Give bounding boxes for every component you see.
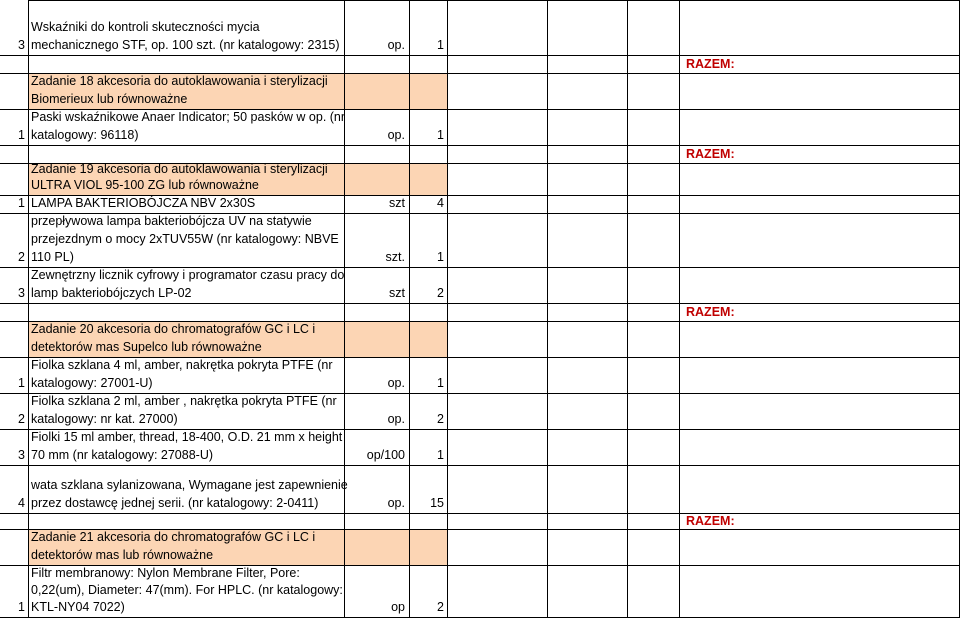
item-description: katalogowy: nr kat. 27000)	[31, 412, 178, 426]
item-quantity: 1	[437, 38, 444, 52]
item-quantity: 4	[437, 196, 444, 210]
item-quantity: 1	[437, 250, 444, 264]
item-quantity: 2	[437, 600, 444, 614]
table-row	[0, 358, 960, 394]
item-description: lamp bakteriobójczych LP-02	[31, 286, 192, 300]
task-title: detektorów mas lub równoważne	[31, 548, 214, 562]
item-unit: op.	[387, 496, 405, 510]
table-row	[0, 268, 960, 304]
item-quantity: 1	[437, 376, 444, 390]
table-row	[0, 0, 960, 56]
item-description: przez dostawcę jednej serii. (nr katalogowy: 2-0411)	[31, 496, 319, 510]
task-title: ULTRA VIOL 95-100 ZG lub równoważne	[31, 178, 259, 192]
item-number: 1	[18, 600, 25, 614]
razem-label: RAZEM:	[686, 305, 735, 319]
item-unit: szt.	[385, 250, 405, 264]
task-title: Biomerieux lub równoważne	[31, 92, 188, 106]
item-description: LAMPA BAKTERIOBÓJCZA NBV 2x30S	[31, 196, 256, 210]
task-title: Zadanie 19 akcesoria do autoklawowania i sterylizacji	[31, 162, 328, 176]
item-description: Wskaźniki do kontroli skuteczności mycia	[31, 20, 260, 34]
razem-label: RAZEM:	[686, 514, 735, 528]
item-description: Fiolka szklana 4 ml, amber, nakrętka pokryta PTFE (nr	[31, 358, 333, 372]
table-row	[0, 394, 960, 430]
item-unit: op/100	[366, 448, 405, 462]
razem-label: RAZEM:	[686, 57, 735, 71]
item-quantity: 1	[437, 448, 444, 462]
item-number: 3	[18, 38, 25, 52]
razem-label: RAZEM:	[686, 147, 735, 161]
table-row	[0, 430, 960, 466]
item-quantity: 1	[437, 128, 444, 142]
item-unit: op.	[387, 38, 405, 52]
item-description: przepływowa lampa bakteriobójcza UV na statywie	[31, 214, 312, 228]
item-description: Filtr membranowy: Nylon Membrane Filter, Pore:	[31, 566, 300, 580]
task-header-row	[0, 74, 960, 110]
item-description: 70 mm (nr katalogowy: 27088-U)	[31, 448, 214, 462]
item-unit: szt	[389, 286, 405, 300]
task-title: detektorów mas Supelco lub równoważne	[31, 340, 262, 354]
item-number: 1	[18, 196, 25, 210]
task-header-row	[0, 530, 960, 566]
item-unit: op	[391, 600, 405, 614]
item-description: katalogowy: 96118)	[31, 128, 139, 142]
task-title: Zadanie 20 akcesoria do chromatografów GC i LC i	[31, 322, 316, 336]
table-row	[0, 110, 960, 146]
item-description: Zewnętrzny licznik cyfrowy i programator czasu pracy do	[31, 268, 345, 282]
item-number: 1	[18, 128, 25, 142]
task-header-row	[0, 164, 960, 196]
table-row	[0, 566, 960, 618]
item-description: wata szklana sylanizowana, Wymagane jest zapewnienie	[31, 478, 348, 492]
item-description: 0,22(um), Diameter: 47(mm). For HPLC. (nr katalogowy:	[31, 583, 343, 597]
item-unit: szt	[389, 196, 405, 210]
task-header-row	[0, 322, 960, 358]
item-description: 110 PL)	[31, 250, 74, 264]
item-quantity: 15	[430, 496, 444, 510]
item-number: 4	[18, 496, 25, 510]
item-quantity: 2	[437, 412, 444, 426]
item-description: Fiolka szklana 2 ml, amber , nakrętka pokryta PTFE (nr	[31, 394, 337, 408]
item-number: 2	[18, 250, 25, 264]
task-title: Zadanie 18 akcesoria do autoklawowania i sterylizacji	[31, 74, 328, 88]
item-unit: op.	[387, 412, 405, 426]
item-number: 2	[18, 412, 25, 426]
table-row	[0, 466, 960, 514]
item-unit: op.	[387, 376, 405, 390]
item-number: 3	[18, 286, 25, 300]
item-quantity: 2	[437, 286, 444, 300]
item-description: katalogowy: 27001-U)	[31, 376, 153, 390]
item-description: KTL-NY04 7022)	[31, 600, 125, 614]
item-number: 1	[18, 376, 25, 390]
table-row	[0, 214, 960, 268]
task-title: Zadanie 21 akcesoria do chromatografów GC i LC i	[31, 530, 316, 544]
item-description: Fiolki 15 ml amber, thread, 18-400, O.D. 21 mm x height	[31, 430, 343, 444]
item-description: przejezdnym o mocy 2xTUV55W (nr katalogowy: NBVE	[31, 232, 339, 246]
item-description: Paski wskaźnikowe Anaer Indicator; 50 pasków w op. (nr	[31, 110, 346, 124]
item-number: 3	[18, 448, 25, 462]
item-unit: op.	[387, 128, 405, 142]
item-description: mechanicznego STF, op. 100 szt. (nr katalogowy: 2315)	[31, 38, 340, 52]
